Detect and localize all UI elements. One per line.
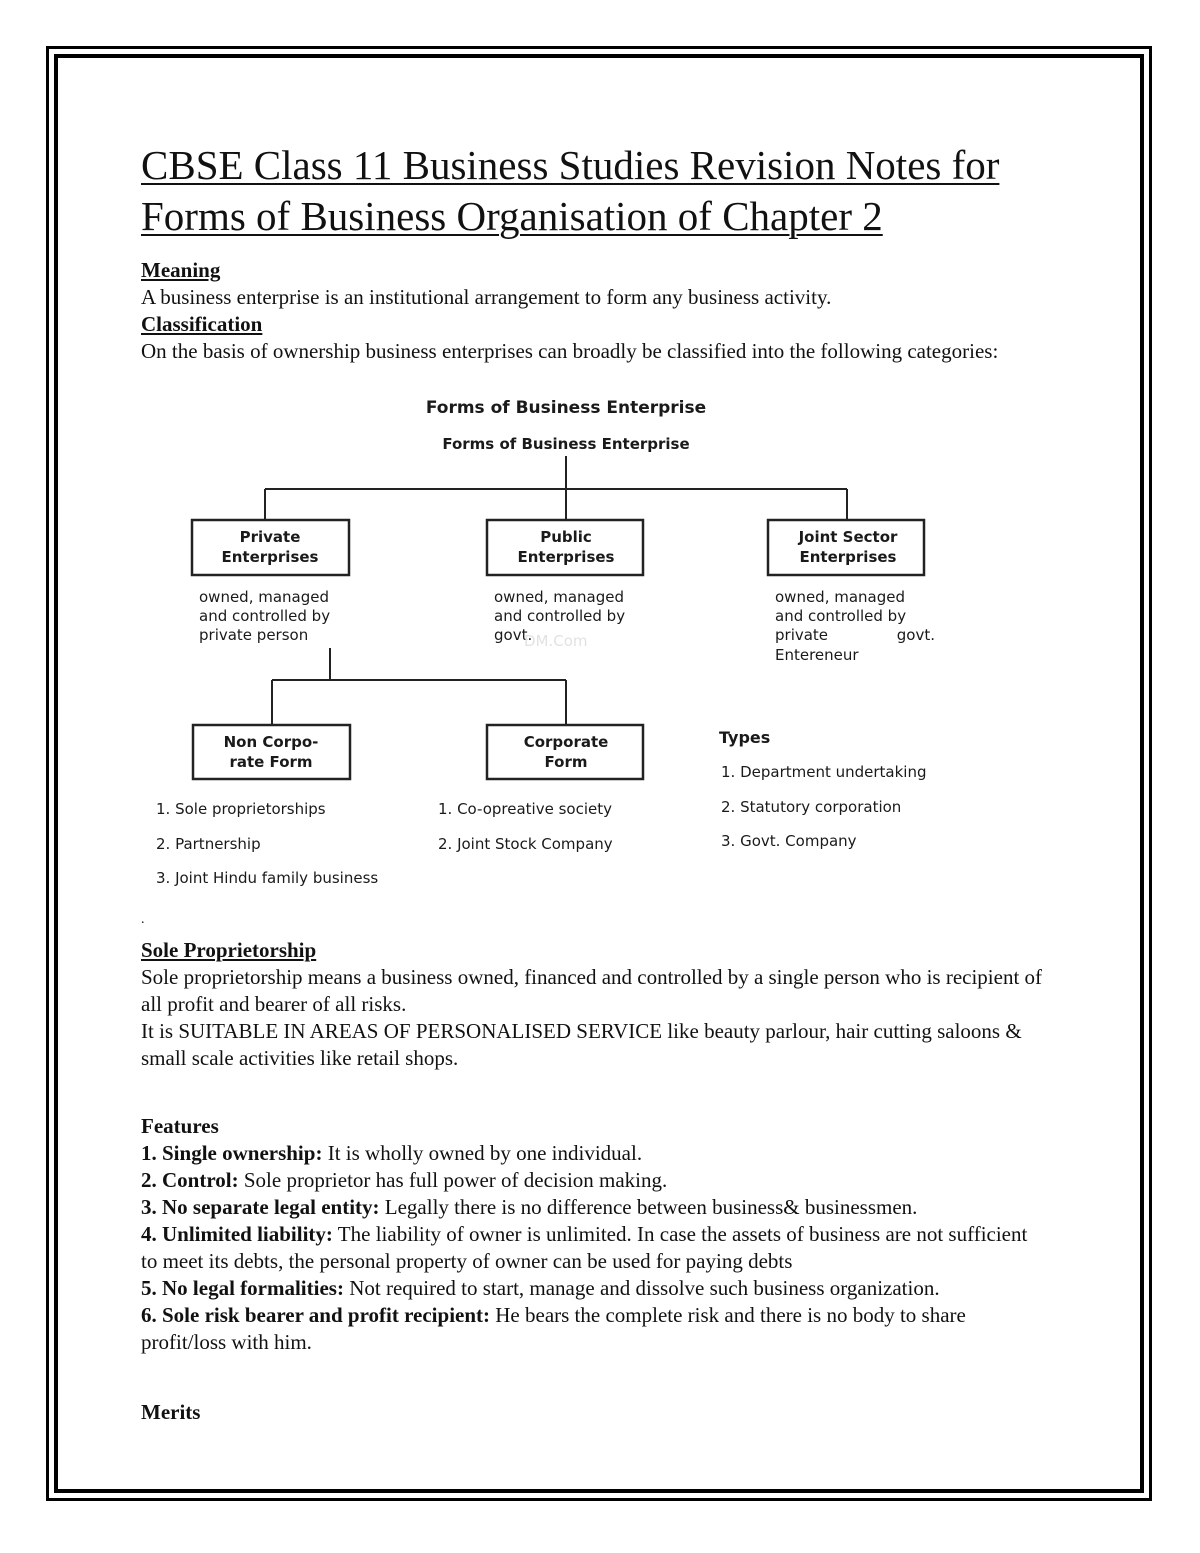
private-desc-3: private person	[199, 626, 309, 644]
meaning-text: A business enterprise is an institutional arrangement to form any business activity.	[141, 285, 832, 309]
public-label-2: Enterprises	[517, 548, 615, 566]
watermark-text: DM.Com	[524, 632, 588, 650]
joint-label-2: Enterprises	[799, 548, 897, 566]
types-item-2: 2. Statutory corporation	[721, 798, 902, 816]
types-item-3: 3. Govt. Company	[721, 832, 857, 850]
page-title: CBSE Class 11 Business Studies Revision Notes for Forms of Business Organisation of Chapter 2	[141, 142, 1000, 239]
types-heading: Types	[719, 728, 771, 747]
joint-label-1: Joint Sector	[798, 528, 898, 546]
features-list	[141, 1140, 1046, 1356]
types-item-1: 1. Department undertaking	[721, 763, 927, 781]
noncorporate-item-2: 2. Partnership	[156, 835, 261, 853]
org-chart-diagram	[145, 390, 985, 900]
joint-desc-3a: private	[775, 626, 829, 644]
joint-desc-3b: govt.	[896, 626, 935, 644]
joint-desc-1: owned, managed	[775, 588, 906, 606]
feature-item: 6. Sole risk bearer and profit recipient: He bears the complete risk and there is no body to share profit/loss with him.	[141, 1303, 966, 1354]
feature-item: 4. Unlimited liability: The liability of owner is unlimited. In case the assets of business are not sufficient to meet its debts, the personal property of owner can be used for paying debts	[141, 1222, 1028, 1273]
private-desc-2: and controlled by	[199, 607, 331, 625]
classification-heading: Classification	[141, 312, 263, 336]
stray-mark: .	[141, 912, 145, 927]
feature-item: 3. No separate legal entity: Legally there is no difference between business& businessmen.	[141, 1195, 918, 1219]
private-desc-1: owned, managed	[199, 588, 330, 606]
feature-item: 2. Control: Sole proprietor has full power of decision making.	[141, 1168, 668, 1192]
sole-suitability-text: It is SUITABLE IN AREAS OF PERSONALISED SERVICE like beauty parlour, hair cutting saloons & small scale activities like retail shops.	[141, 1019, 1022, 1070]
sole-definition-text: Sole proprietorship means a business owned, financed and controlled by a single person who is recipient of all profit and bearer of all risks.	[141, 965, 1043, 1016]
private-label-2: Enterprises	[221, 548, 319, 566]
sole-proprietorship-heading: Sole Proprietorship	[141, 938, 317, 962]
joint-desc-2: and controlled by	[775, 607, 907, 625]
noncorporate-label-2: rate Form	[229, 753, 313, 771]
feature-item: 5. No legal formalities: Not required to start, manage and dissolve such business organization.	[141, 1276, 940, 1300]
features-heading: Features	[141, 1114, 219, 1138]
public-desc-3: govt.	[494, 626, 533, 644]
meaning-heading: Meaning	[141, 258, 221, 282]
corporate-item-2: 2. Joint Stock Company	[438, 835, 613, 853]
noncorporate-label-1: Non Corpo-	[223, 733, 319, 751]
corporate-label-1: Corporate	[523, 733, 609, 751]
noncorporate-item-3: 3. Joint Hindu family business	[156, 869, 379, 887]
public-desc-1: owned, managed	[494, 588, 625, 606]
classification-text: On the basis of ownership business enterprises can broadly be classified into the following categories:	[141, 339, 999, 363]
noncorporate-item-1: 1. Sole proprietorships	[156, 800, 326, 818]
corporate-item-1: 1. Co-opreative society	[438, 800, 612, 818]
corporate-label-2: Form	[544, 753, 588, 771]
public-label-1: Public	[540, 528, 592, 546]
feature-item: 1. Single ownership: It is wholly owned by one individual.	[141, 1141, 643, 1165]
joint-desc-4: Entereneur	[775, 646, 859, 664]
diagram-root-label: Forms of Business Enterprise	[442, 435, 690, 453]
public-desc-2: and controlled by	[494, 607, 626, 625]
diagram-caption: Forms of Business Enterprise	[425, 398, 707, 418]
private-label-1: Private	[239, 528, 301, 546]
merits-heading: Merits	[141, 1400, 201, 1424]
